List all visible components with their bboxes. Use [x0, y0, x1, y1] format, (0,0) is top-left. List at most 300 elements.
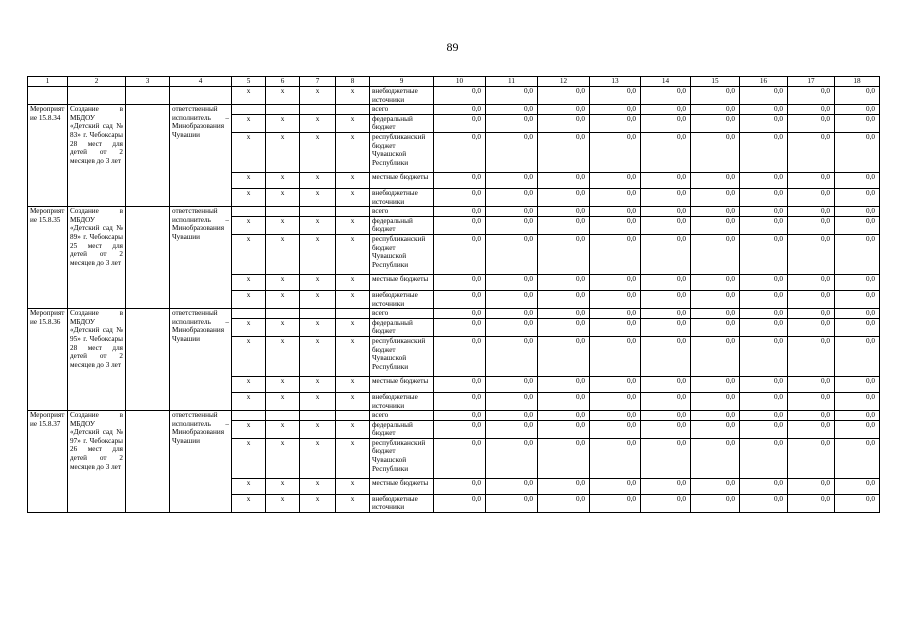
value-cell: 0,0 [641, 216, 691, 234]
measure-name-cell: Мероприятие 15.8.35 [28, 207, 68, 309]
value-cell: 0,0 [538, 494, 590, 512]
x-mark-cell: x [266, 290, 300, 308]
value-cell: 0,0 [835, 216, 880, 234]
empty-cell [68, 87, 126, 105]
executor-cell: ответственный исполнитель – Минобразования Чувашии [170, 207, 232, 309]
value-cell: 0,0 [590, 114, 641, 132]
value-cell: 0,0 [740, 234, 788, 274]
value-cell: 0,0 [486, 318, 538, 336]
value-cell: 0,0 [486, 105, 538, 115]
value-cell: 0,0 [740, 494, 788, 512]
value-cell: 0,0 [788, 494, 835, 512]
x-mark-cell: x [300, 438, 336, 478]
column-number-cell: 1 [28, 77, 68, 87]
funding-source-cell: внебюджетные источники [370, 188, 434, 206]
value-cell: 0,0 [486, 87, 538, 105]
value-cell: 0,0 [835, 420, 880, 438]
x-mark-cell: x [336, 318, 370, 336]
value-cell: 0,0 [486, 234, 538, 274]
x-mark-cell: x [232, 478, 266, 494]
value-cell: 0,0 [788, 234, 835, 274]
value-cell: 0,0 [740, 392, 788, 410]
value-cell: 0,0 [538, 478, 590, 494]
value-cell: 0,0 [788, 290, 835, 308]
value-cell: 0,0 [434, 392, 486, 410]
value-cell: 0,0 [590, 376, 641, 392]
value-cell: 0,0 [538, 290, 590, 308]
value-cell: 0,0 [788, 274, 835, 290]
executor-cell: ответственный исполнитель – Минобразования Чувашии [170, 105, 232, 207]
value-cell: 0,0 [590, 105, 641, 115]
column-number-cell: 9 [370, 77, 434, 87]
x-mark-cell [232, 411, 266, 421]
value-cell: 0,0 [538, 318, 590, 336]
value-cell: 0,0 [641, 132, 691, 172]
column-number-cell: 12 [538, 77, 590, 87]
funding-source-cell: федеральный бюджет [370, 318, 434, 336]
value-cell: 0,0 [434, 478, 486, 494]
value-cell: 0,0 [788, 438, 835, 478]
value-cell: 0,0 [590, 274, 641, 290]
value-cell: 0,0 [434, 234, 486, 274]
value-cell: 0,0 [538, 87, 590, 105]
value-cell: 0,0 [538, 234, 590, 274]
table-row [28, 411, 880, 421]
value-cell: 0,0 [740, 309, 788, 319]
column-number-cell: 5 [232, 77, 266, 87]
value-cell: 0,0 [641, 274, 691, 290]
x-mark-cell: x [266, 478, 300, 494]
value-cell: 0,0 [835, 234, 880, 274]
x-mark-cell: x [336, 336, 370, 376]
value-cell: 0,0 [486, 172, 538, 188]
value-cell: 0,0 [740, 318, 788, 336]
value-cell: 0,0 [835, 438, 880, 478]
value-cell: 0,0 [434, 188, 486, 206]
value-cell: 0,0 [434, 114, 486, 132]
value-cell: 0,0 [691, 216, 740, 234]
value-cell: 0,0 [641, 411, 691, 421]
x-mark-cell: x [266, 132, 300, 172]
value-cell: 0,0 [641, 290, 691, 308]
column-number-cell: 6 [266, 77, 300, 87]
value-cell: 0,0 [691, 478, 740, 494]
value-cell: 0,0 [434, 290, 486, 308]
value-cell: 0,0 [835, 172, 880, 188]
value-cell: 0,0 [691, 105, 740, 115]
value-cell: 0,0 [691, 411, 740, 421]
value-cell: 0,0 [740, 290, 788, 308]
value-cell: 0,0 [691, 290, 740, 308]
x-mark-cell: x [266, 376, 300, 392]
executor-cell: ответственный исполнитель – Минобразования Чувашии [170, 411, 232, 513]
value-cell: 0,0 [641, 172, 691, 188]
x-mark-cell: x [266, 216, 300, 234]
value-cell: 0,0 [691, 392, 740, 410]
value-cell: 0,0 [788, 105, 835, 115]
value-cell: 0,0 [691, 438, 740, 478]
value-cell: 0,0 [590, 216, 641, 234]
value-cell: 0,0 [835, 392, 880, 410]
x-mark-cell [266, 105, 300, 115]
x-mark-cell: x [300, 318, 336, 336]
table-row [28, 87, 880, 105]
x-mark-cell [232, 105, 266, 115]
value-cell: 0,0 [538, 438, 590, 478]
value-cell: 0,0 [641, 105, 691, 115]
x-mark-cell: x [336, 216, 370, 234]
value-cell: 0,0 [590, 207, 641, 217]
value-cell: 0,0 [486, 274, 538, 290]
x-mark-cell: x [300, 494, 336, 512]
table-row [28, 105, 880, 115]
value-cell: 0,0 [590, 392, 641, 410]
value-cell: 0,0 [538, 188, 590, 206]
x-mark-cell: x [300, 274, 336, 290]
value-cell: 0,0 [788, 376, 835, 392]
value-cell: 0,0 [788, 392, 835, 410]
x-mark-cell: x [300, 172, 336, 188]
value-cell: 0,0 [835, 376, 880, 392]
value-cell: 0,0 [590, 234, 641, 274]
value-cell: 0,0 [641, 234, 691, 274]
value-cell: 0,0 [835, 478, 880, 494]
x-mark-cell: x [266, 234, 300, 274]
value-cell: 0,0 [691, 172, 740, 188]
column-number-cell: 16 [740, 77, 788, 87]
x-mark-cell: x [232, 336, 266, 376]
value-cell: 0,0 [486, 392, 538, 410]
value-cell: 0,0 [788, 309, 835, 319]
value-cell: 0,0 [434, 309, 486, 319]
value-cell: 0,0 [486, 494, 538, 512]
x-mark-cell: x [266, 494, 300, 512]
measure-name-cell: Мероприятие 15.8.34 [28, 105, 68, 207]
x-mark-cell [266, 309, 300, 319]
value-cell: 0,0 [740, 87, 788, 105]
value-cell: 0,0 [691, 87, 740, 105]
column-number-cell: 14 [641, 77, 691, 87]
column-number-cell: 4 [170, 77, 232, 87]
value-cell: 0,0 [434, 494, 486, 512]
funding-source-cell: внебюджетные источники [370, 87, 434, 105]
column-number-cell: 15 [691, 77, 740, 87]
value-cell: 0,0 [740, 188, 788, 206]
value-cell: 0,0 [434, 216, 486, 234]
x-mark-cell: x [336, 172, 370, 188]
empty-cell [126, 87, 170, 105]
x-mark-cell: x [232, 274, 266, 290]
value-cell: 0,0 [641, 336, 691, 376]
x-mark-cell: x [232, 420, 266, 438]
funding-source-cell: всего [370, 309, 434, 319]
value-cell: 0,0 [538, 105, 590, 115]
value-cell: 0,0 [691, 234, 740, 274]
value-cell: 0,0 [788, 87, 835, 105]
value-cell: 0,0 [740, 172, 788, 188]
x-mark-cell: x [232, 318, 266, 336]
value-cell: 0,0 [788, 172, 835, 188]
funding-source-cell: республиканский бюджет Чувашской Республики [370, 234, 434, 274]
measure-name-cell: Мероприятие 15.8.36 [28, 309, 68, 411]
value-cell: 0,0 [538, 207, 590, 217]
value-cell: 0,0 [538, 172, 590, 188]
value-cell: 0,0 [590, 318, 641, 336]
value-cell: 0,0 [641, 87, 691, 105]
value-cell: 0,0 [835, 87, 880, 105]
value-cell: 0,0 [486, 438, 538, 478]
x-mark-cell: x [232, 188, 266, 206]
x-mark-cell: x [300, 478, 336, 494]
executor-cell: ответственный исполнитель – Минобразования Чувашии [170, 309, 232, 411]
value-cell: 0,0 [641, 309, 691, 319]
value-cell: 0,0 [788, 207, 835, 217]
page-number: 89 [446, 40, 459, 54]
column-number-cell: 11 [486, 77, 538, 87]
value-cell: 0,0 [740, 274, 788, 290]
value-cell: 0,0 [590, 309, 641, 319]
value-cell: 0,0 [641, 376, 691, 392]
value-cell: 0,0 [835, 411, 880, 421]
x-mark-cell [300, 207, 336, 217]
column-number-cell: 10 [434, 77, 486, 87]
x-mark-cell: x [232, 172, 266, 188]
x-mark-cell: x [300, 392, 336, 410]
value-cell: 0,0 [486, 188, 538, 206]
x-mark-cell: x [232, 114, 266, 132]
value-cell: 0,0 [486, 216, 538, 234]
value-cell: 0,0 [641, 188, 691, 206]
funding-source-cell: всего [370, 207, 434, 217]
measure-object-cell: Создание в МБДОУ «Детский сад № 89» г. Чебоксары 25 мест для детей от 2 месяцев до 3 лет [68, 207, 126, 309]
value-cell: 0,0 [788, 216, 835, 234]
value-cell: 0,0 [538, 216, 590, 234]
value-cell: 0,0 [740, 114, 788, 132]
value-cell: 0,0 [740, 132, 788, 172]
value-cell: 0,0 [590, 290, 641, 308]
x-mark-cell: x [336, 376, 370, 392]
value-cell: 0,0 [788, 336, 835, 376]
value-cell: 0,0 [740, 478, 788, 494]
value-cell: 0,0 [691, 318, 740, 336]
value-cell: 0,0 [691, 376, 740, 392]
value-cell: 0,0 [691, 188, 740, 206]
column-number-cell: 7 [300, 77, 336, 87]
value-cell: 0,0 [590, 494, 641, 512]
value-cell: 0,0 [434, 376, 486, 392]
value-cell: 0,0 [590, 172, 641, 188]
x-mark-cell: x [300, 188, 336, 206]
column-number-row [28, 77, 880, 87]
value-cell: 0,0 [538, 411, 590, 421]
value-cell: 0,0 [590, 336, 641, 376]
value-cell: 0,0 [434, 87, 486, 105]
funding-source-cell: республиканский бюджет Чувашской Республики [370, 132, 434, 172]
value-cell: 0,0 [641, 392, 691, 410]
value-cell: 0,0 [641, 478, 691, 494]
value-cell: 0,0 [434, 207, 486, 217]
x-mark-cell: x [300, 234, 336, 274]
empty-cell [170, 87, 232, 105]
x-mark-cell: x [232, 392, 266, 410]
value-cell: 0,0 [788, 132, 835, 172]
x-mark-cell: x [300, 132, 336, 172]
x-mark-cell: x [336, 494, 370, 512]
value-cell: 0,0 [835, 318, 880, 336]
funding-source-cell: местные бюджеты [370, 172, 434, 188]
value-cell: 0,0 [434, 274, 486, 290]
value-cell: 0,0 [434, 411, 486, 421]
funding-source-cell: внебюджетные источники [370, 494, 434, 512]
value-cell: 0,0 [835, 309, 880, 319]
value-cell: 0,0 [486, 309, 538, 319]
value-cell: 0,0 [740, 216, 788, 234]
value-cell: 0,0 [691, 274, 740, 290]
value-cell: 0,0 [486, 478, 538, 494]
x-mark-cell: x [266, 87, 300, 105]
x-mark-cell: x [266, 392, 300, 410]
x-mark-cell: x [266, 420, 300, 438]
value-cell: 0,0 [691, 420, 740, 438]
value-cell: 0,0 [590, 411, 641, 421]
value-cell: 0,0 [788, 188, 835, 206]
value-cell: 0,0 [691, 114, 740, 132]
column-number-cell: 17 [788, 77, 835, 87]
x-mark-cell: x [232, 376, 266, 392]
value-cell: 0,0 [691, 336, 740, 376]
x-mark-cell: x [266, 336, 300, 376]
value-cell: 0,0 [788, 318, 835, 336]
table-row [28, 309, 880, 319]
value-cell: 0,0 [434, 420, 486, 438]
funding-source-cell: республиканский бюджет Чувашской Республики [370, 438, 434, 478]
value-cell: 0,0 [590, 132, 641, 172]
value-cell: 0,0 [538, 392, 590, 410]
value-cell: 0,0 [641, 318, 691, 336]
x-mark-cell: x [300, 336, 336, 376]
x-mark-cell: x [266, 188, 300, 206]
funding-source-cell: всего [370, 411, 434, 421]
x-mark-cell: x [266, 172, 300, 188]
value-cell: 0,0 [740, 376, 788, 392]
value-cell: 0,0 [835, 207, 880, 217]
x-mark-cell [300, 309, 336, 319]
value-cell: 0,0 [691, 132, 740, 172]
value-cell: 0,0 [835, 105, 880, 115]
x-mark-cell: x [300, 290, 336, 308]
empty-cell [28, 87, 68, 105]
value-cell: 0,0 [538, 420, 590, 438]
value-cell: 0,0 [486, 336, 538, 376]
x-mark-cell: x [336, 87, 370, 105]
column-number-cell: 18 [835, 77, 880, 87]
funding-source-cell: федеральный бюджет [370, 114, 434, 132]
funding-source-cell: всего [370, 105, 434, 115]
funding-source-cell: федеральный бюджет [370, 216, 434, 234]
x-mark-cell [232, 207, 266, 217]
x-mark-cell: x [336, 392, 370, 410]
value-cell: 0,0 [788, 420, 835, 438]
value-cell: 0,0 [434, 318, 486, 336]
value-cell: 0,0 [835, 336, 880, 376]
funding-source-cell: внебюджетные источники [370, 392, 434, 410]
value-cell: 0,0 [691, 494, 740, 512]
empty-cell [126, 309, 170, 411]
x-mark-cell: x [336, 438, 370, 478]
value-cell: 0,0 [434, 336, 486, 376]
x-mark-cell: x [336, 274, 370, 290]
value-cell: 0,0 [835, 188, 880, 206]
value-cell: 0,0 [641, 420, 691, 438]
value-cell: 0,0 [434, 105, 486, 115]
value-cell: 0,0 [740, 420, 788, 438]
value-cell: 0,0 [538, 132, 590, 172]
funding-source-cell: федеральный бюджет [370, 420, 434, 438]
x-mark-cell [336, 207, 370, 217]
x-mark-cell [336, 309, 370, 319]
x-mark-cell: x [300, 114, 336, 132]
value-cell: 0,0 [486, 420, 538, 438]
measure-object-cell: Создание в МБДОУ «Детский сад № 97» г. Чебоксары 26 мест для детей от 2 месяцев до 3 лет [68, 411, 126, 513]
table-row [28, 207, 880, 217]
value-cell: 0,0 [538, 114, 590, 132]
x-mark-cell: x [232, 290, 266, 308]
x-mark-cell [266, 207, 300, 217]
funding-source-cell: местные бюджеты [370, 376, 434, 392]
value-cell: 0,0 [486, 207, 538, 217]
x-mark-cell [336, 105, 370, 115]
value-cell: 0,0 [590, 188, 641, 206]
value-cell: 0,0 [835, 494, 880, 512]
value-cell: 0,0 [434, 172, 486, 188]
x-mark-cell: x [300, 420, 336, 438]
value-cell: 0,0 [835, 132, 880, 172]
x-mark-cell: x [336, 132, 370, 172]
x-mark-cell [300, 105, 336, 115]
x-mark-cell: x [336, 290, 370, 308]
value-cell: 0,0 [486, 290, 538, 308]
column-number-cell: 8 [336, 77, 370, 87]
x-mark-cell: x [300, 216, 336, 234]
value-cell: 0,0 [434, 438, 486, 478]
x-mark-cell: x [266, 438, 300, 478]
funding-source-cell: местные бюджеты [370, 478, 434, 494]
value-cell: 0,0 [590, 438, 641, 478]
value-cell: 0,0 [486, 376, 538, 392]
value-cell: 0,0 [835, 290, 880, 308]
value-cell: 0,0 [641, 438, 691, 478]
x-mark-cell: x [336, 114, 370, 132]
value-cell: 0,0 [740, 411, 788, 421]
x-mark-cell [266, 411, 300, 421]
value-cell: 0,0 [740, 438, 788, 478]
value-cell: 0,0 [788, 411, 835, 421]
value-cell: 0,0 [538, 336, 590, 376]
value-cell: 0,0 [641, 207, 691, 217]
x-mark-cell [336, 411, 370, 421]
x-mark-cell: x [232, 438, 266, 478]
x-mark-cell: x [232, 234, 266, 274]
value-cell: 0,0 [538, 376, 590, 392]
measure-object-cell: Создание в МБДОУ «Детский сад № 83» г. Чебоксары 28 мест для детей от 2 месяцев до 3 лет [68, 105, 126, 207]
x-mark-cell: x [232, 216, 266, 234]
x-mark-cell: x [300, 87, 336, 105]
value-cell: 0,0 [590, 420, 641, 438]
value-cell: 0,0 [740, 105, 788, 115]
column-number-cell: 2 [68, 77, 126, 87]
column-number-cell: 13 [590, 77, 641, 87]
value-cell: 0,0 [641, 494, 691, 512]
